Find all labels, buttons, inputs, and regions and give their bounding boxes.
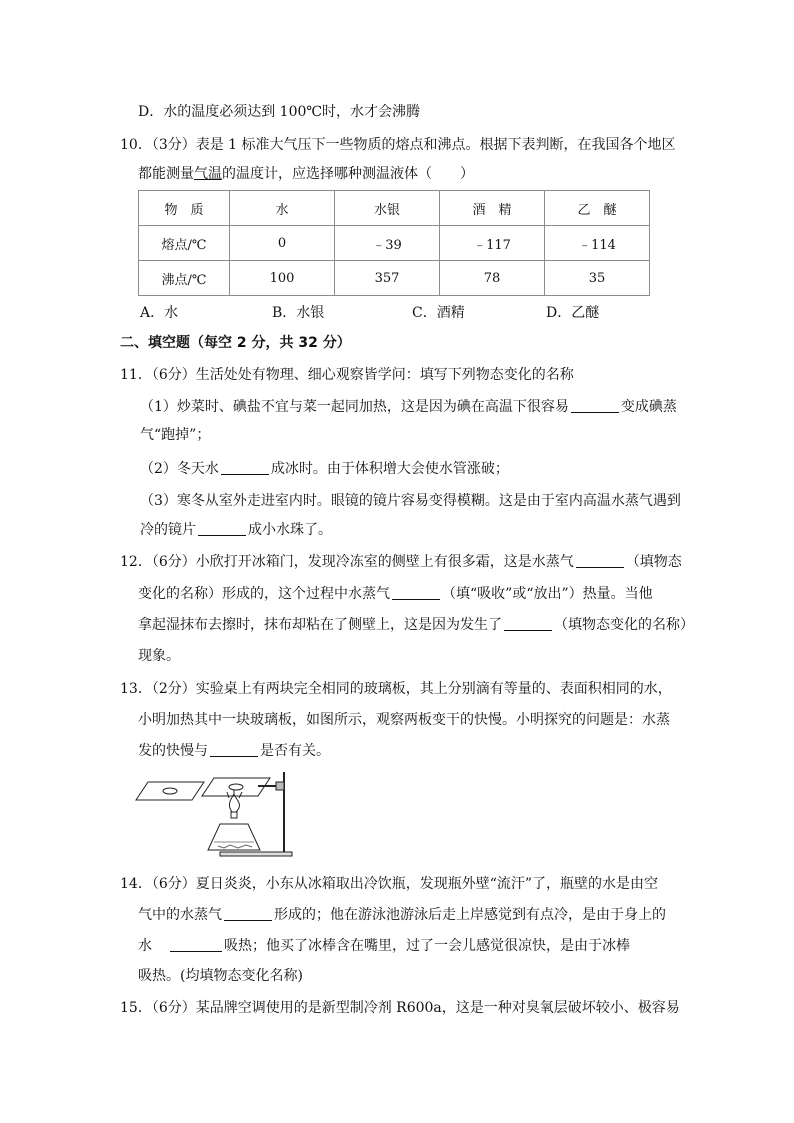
q10-line1: 10．（3分）表是 1 标准大气压下一些物质的熔点和沸点。根据下表判断，在我国各个地区 — [120, 137, 676, 153]
table-header-cell: 水 — [230, 191, 335, 226]
answer-blank[interactable] — [504, 616, 552, 631]
glass-plate-left — [136, 782, 204, 800]
q11-sub3: （3）寒冬从室外走进室内时。眼镜的镜片容易变得模糊。这是由于室内高温水蒸气遇到 — [140, 493, 681, 509]
option-b: B．水银 — [272, 305, 325, 321]
q9-option-d: D．水的温度必须达到 100℃时，水才会沸腾 — [138, 104, 421, 120]
q11-sub3-cont — [140, 520, 332, 540]
table-cell: 78 — [440, 261, 545, 296]
q13-text: 发的快慢与 — [138, 743, 208, 759]
q12-text: 12．（6分）小欣打开冰箱门，发现冷冻室的侧壁上有很多霜，这是水蒸气 — [120, 554, 574, 570]
properties-table — [138, 190, 650, 296]
table-header-cell: 乙 醚 — [545, 191, 650, 226]
stand-base — [220, 852, 292, 856]
table-header-cell: 酒 精 — [440, 191, 545, 226]
section-title: 二、填空题（每空 2 分，共 32 分） — [120, 335, 351, 351]
table-cell: ﹣39 — [335, 226, 440, 261]
q13-line3 — [138, 741, 330, 761]
q14-line4: 吸热。(均填物态变化名称) — [138, 968, 303, 984]
option-c: C．酒精 — [412, 305, 465, 321]
option-d: D．乙醚 — [546, 305, 600, 321]
q11-sub1 — [140, 397, 677, 417]
q10-underlined-term: 气温 — [194, 166, 222, 182]
table-header-cell: 物 质 — [139, 191, 230, 226]
q14-text: 吸热；他买了冰棒含在嘴里，过了一会儿感觉很凉快，是由于冰棒 — [224, 938, 630, 954]
answer-blank[interactable] — [571, 398, 619, 413]
table-cell: ﹣114 — [545, 226, 650, 261]
q11-sub2-text: （2）冬天水 — [140, 461, 219, 477]
q11-sub1-text-end: 变成碘蒸 — [620, 399, 677, 415]
q12-text: （填物态 — [625, 554, 682, 570]
q12-line4: 现象。 — [138, 648, 180, 664]
answer-blank[interactable] — [198, 521, 246, 536]
answer-blank[interactable] — [210, 742, 258, 757]
q12-line2 — [138, 584, 653, 604]
answer-blank[interactable] — [392, 585, 440, 600]
q14-text: 气中的水蒸气 — [138, 907, 222, 923]
lamp-wick-holder — [231, 812, 237, 818]
answer-blank[interactable] — [224, 906, 272, 921]
q15-line1: 15．（6分）某品牌空调使用的是新型制冷剂 R600a，这是一种对臭氧层破坏较小、极容易 — [120, 1000, 680, 1016]
table-cell: 0 — [230, 226, 335, 261]
q12-line3 — [138, 615, 694, 635]
q10-line2-pre: 都能测量 — [138, 166, 194, 182]
table-row — [139, 226, 650, 261]
table-cell: 100 — [230, 261, 335, 296]
q14-line2 — [138, 905, 666, 925]
q10-line2-post: 的温度计，应选择哪种测温液体（ ） — [222, 166, 474, 182]
water-drop-left — [163, 788, 177, 794]
q14-line1: 14．（6分）夏日炎炎，小东从冰箱取出冷饮瓶，发现瓶外壁“流汗”了，瓶壁的水是由空 — [120, 876, 659, 892]
experiment-figure — [134, 768, 304, 864]
table-cell: 357 — [335, 261, 440, 296]
q14-text: 水 — [138, 938, 152, 954]
option-a: A．水 — [140, 305, 179, 321]
flame — [229, 794, 239, 812]
q11-line1: 11．（6分）生活处处有物理、细心观察皆学问：填写下列物态变化的名称 — [120, 367, 574, 383]
q12-text: （填“吸收”或“放出”）热量。当他 — [442, 586, 653, 602]
q12-text: 变化的名称）形成的，这个过程中水蒸气 — [138, 586, 390, 602]
q11-sub1-text: （1）炒菜时、碘盐不宜与菜一起同加热，这是因为碘在高温下很容易 — [140, 399, 569, 415]
table-cell: 熔点/℃ — [139, 226, 230, 261]
table-header-row — [139, 191, 650, 226]
answer-blank[interactable] — [170, 937, 222, 952]
answer-blank[interactable] — [576, 553, 624, 568]
q12-text: （填物态变化的名称） — [554, 617, 694, 633]
table-cell: ﹣117 — [440, 226, 545, 261]
q13-line2: 小明加热其中一块玻璃板，如图所示，观察两板变干的快慢。小明探究的问题是：水蒸 — [138, 712, 670, 728]
q13-line1: 13．（2分）实验桌上有两块完全相同的玻璃板，其上分别滴有等量的、表面积相同的水， — [120, 681, 672, 697]
q10-line2 — [138, 164, 474, 184]
water-drop-right — [229, 784, 243, 790]
table-cell: 沸点/℃ — [139, 261, 230, 296]
answer-blank[interactable] — [221, 460, 269, 475]
q14-text: 形成的；他在游泳池游泳后走上岸感觉到有点冷，是由于身上的 — [274, 907, 666, 923]
q14-line3 — [138, 936, 630, 956]
table-row — [139, 261, 650, 296]
q12-text: 拿起湿抹布去擦时，抹布却粘在了侧壁上，这是因为发生了 — [138, 617, 502, 633]
q11-sub1-cont: 气“跑掉”； — [140, 427, 211, 443]
q12-line1 — [120, 552, 682, 572]
q11-sub3-text-end: 成小水珠了。 — [248, 522, 332, 538]
q11-sub2-text-end: 成冰时。由于体积增大会使水管涨破； — [270, 461, 509, 477]
table-header-cell: 水银 — [335, 191, 440, 226]
q13-text: 是否有关。 — [260, 743, 330, 759]
table-cell: 35 — [545, 261, 650, 296]
q11-sub3-text: 冷的镜片 — [140, 522, 196, 538]
q11-sub2 — [140, 459, 509, 479]
